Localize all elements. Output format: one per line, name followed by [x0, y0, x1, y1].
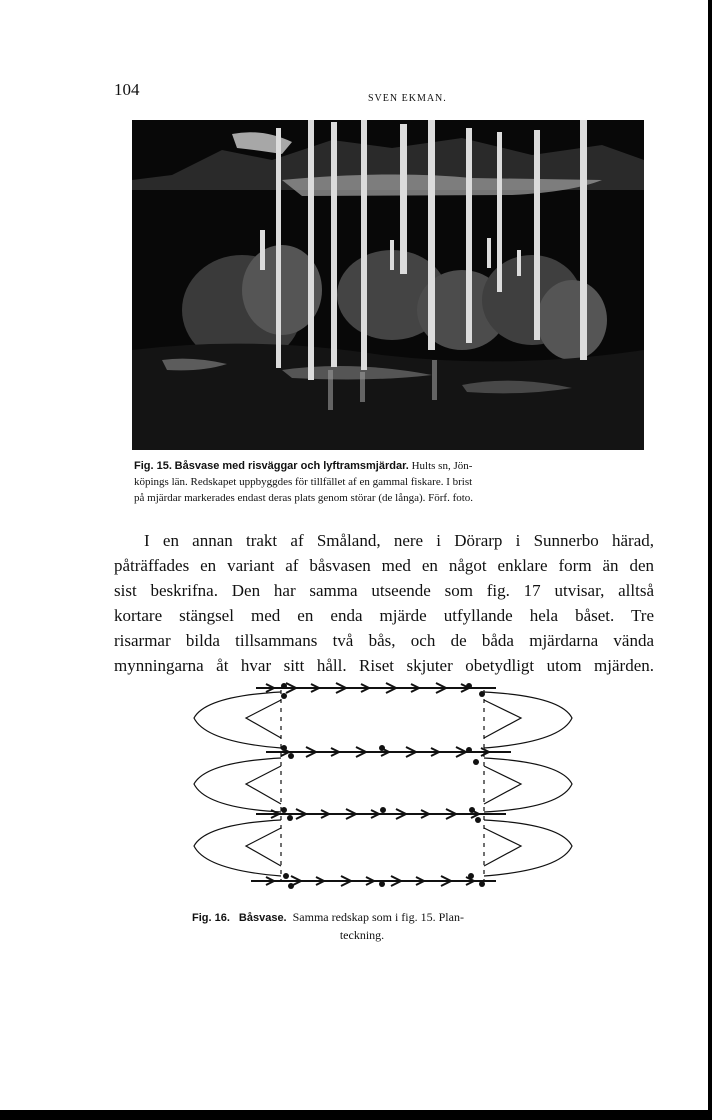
figure-16-caption-line-2: teckning. [339, 928, 385, 942]
figure-15-title: Båsvase med risväggar och lyftramsmjärdar. [174, 460, 409, 472]
figure-16-caption-rest: Samma redskap som i fig. 15. Plan- [292, 910, 464, 924]
body-line: I en annan trakt af Småland, nere i Dörarp i Sunnerbo härad, [144, 531, 654, 550]
figure-15-caption-line-3: på mjärdar markerades endast deras plats genom störar (de långa). Förf. foto. [134, 492, 474, 504]
figure-15-photo [132, 120, 644, 450]
brush-row-second [266, 747, 511, 757]
figure-16-plan-drawing [186, 676, 578, 894]
figure-16-caption-line-1 [192, 909, 592, 927]
figure-16-caption [192, 909, 592, 944]
running-head: SVEN EKMAN. [368, 93, 447, 104]
body-line: mynningarna åt hvar sitt håll. Riset skjuter obetydligt utom mjärden. [114, 656, 654, 675]
figure-16-label: Fig. 16. [192, 912, 230, 924]
body-line: sist beskrifna. Den har samma utseende som fig. 17 utvisar, alltså [114, 581, 654, 600]
figure-15-caption [134, 458, 644, 506]
body-paragraph [114, 528, 654, 678]
body-line: risarmar bilda tillsammans två bås, och de båda mjärdarna vända [114, 631, 654, 650]
figure-16-title: Båsvase. [238, 912, 287, 924]
scan-edge-right [708, 0, 712, 1120]
scan-edge-bottom [0, 1110, 712, 1120]
figure-15-label: Fig. 15. [134, 460, 172, 472]
body-line: kortare stängsel med en enda mjärde utfyllande hela båset. Tre [114, 606, 654, 625]
brush-row-top [256, 683, 496, 693]
page-number: 104 [114, 80, 140, 99]
figure-15-caption-line-1 [134, 458, 644, 474]
body-line: påträffades en variant af båsvasen med en något enklare form än den [114, 556, 654, 575]
figure-15-caption-line-2: köpings län. Redskapet uppbyggdes för tillfället af en gammal fiskare. I brist [134, 476, 473, 488]
figure-15-caption-rest: Hults sn, Jön- [411, 460, 473, 472]
